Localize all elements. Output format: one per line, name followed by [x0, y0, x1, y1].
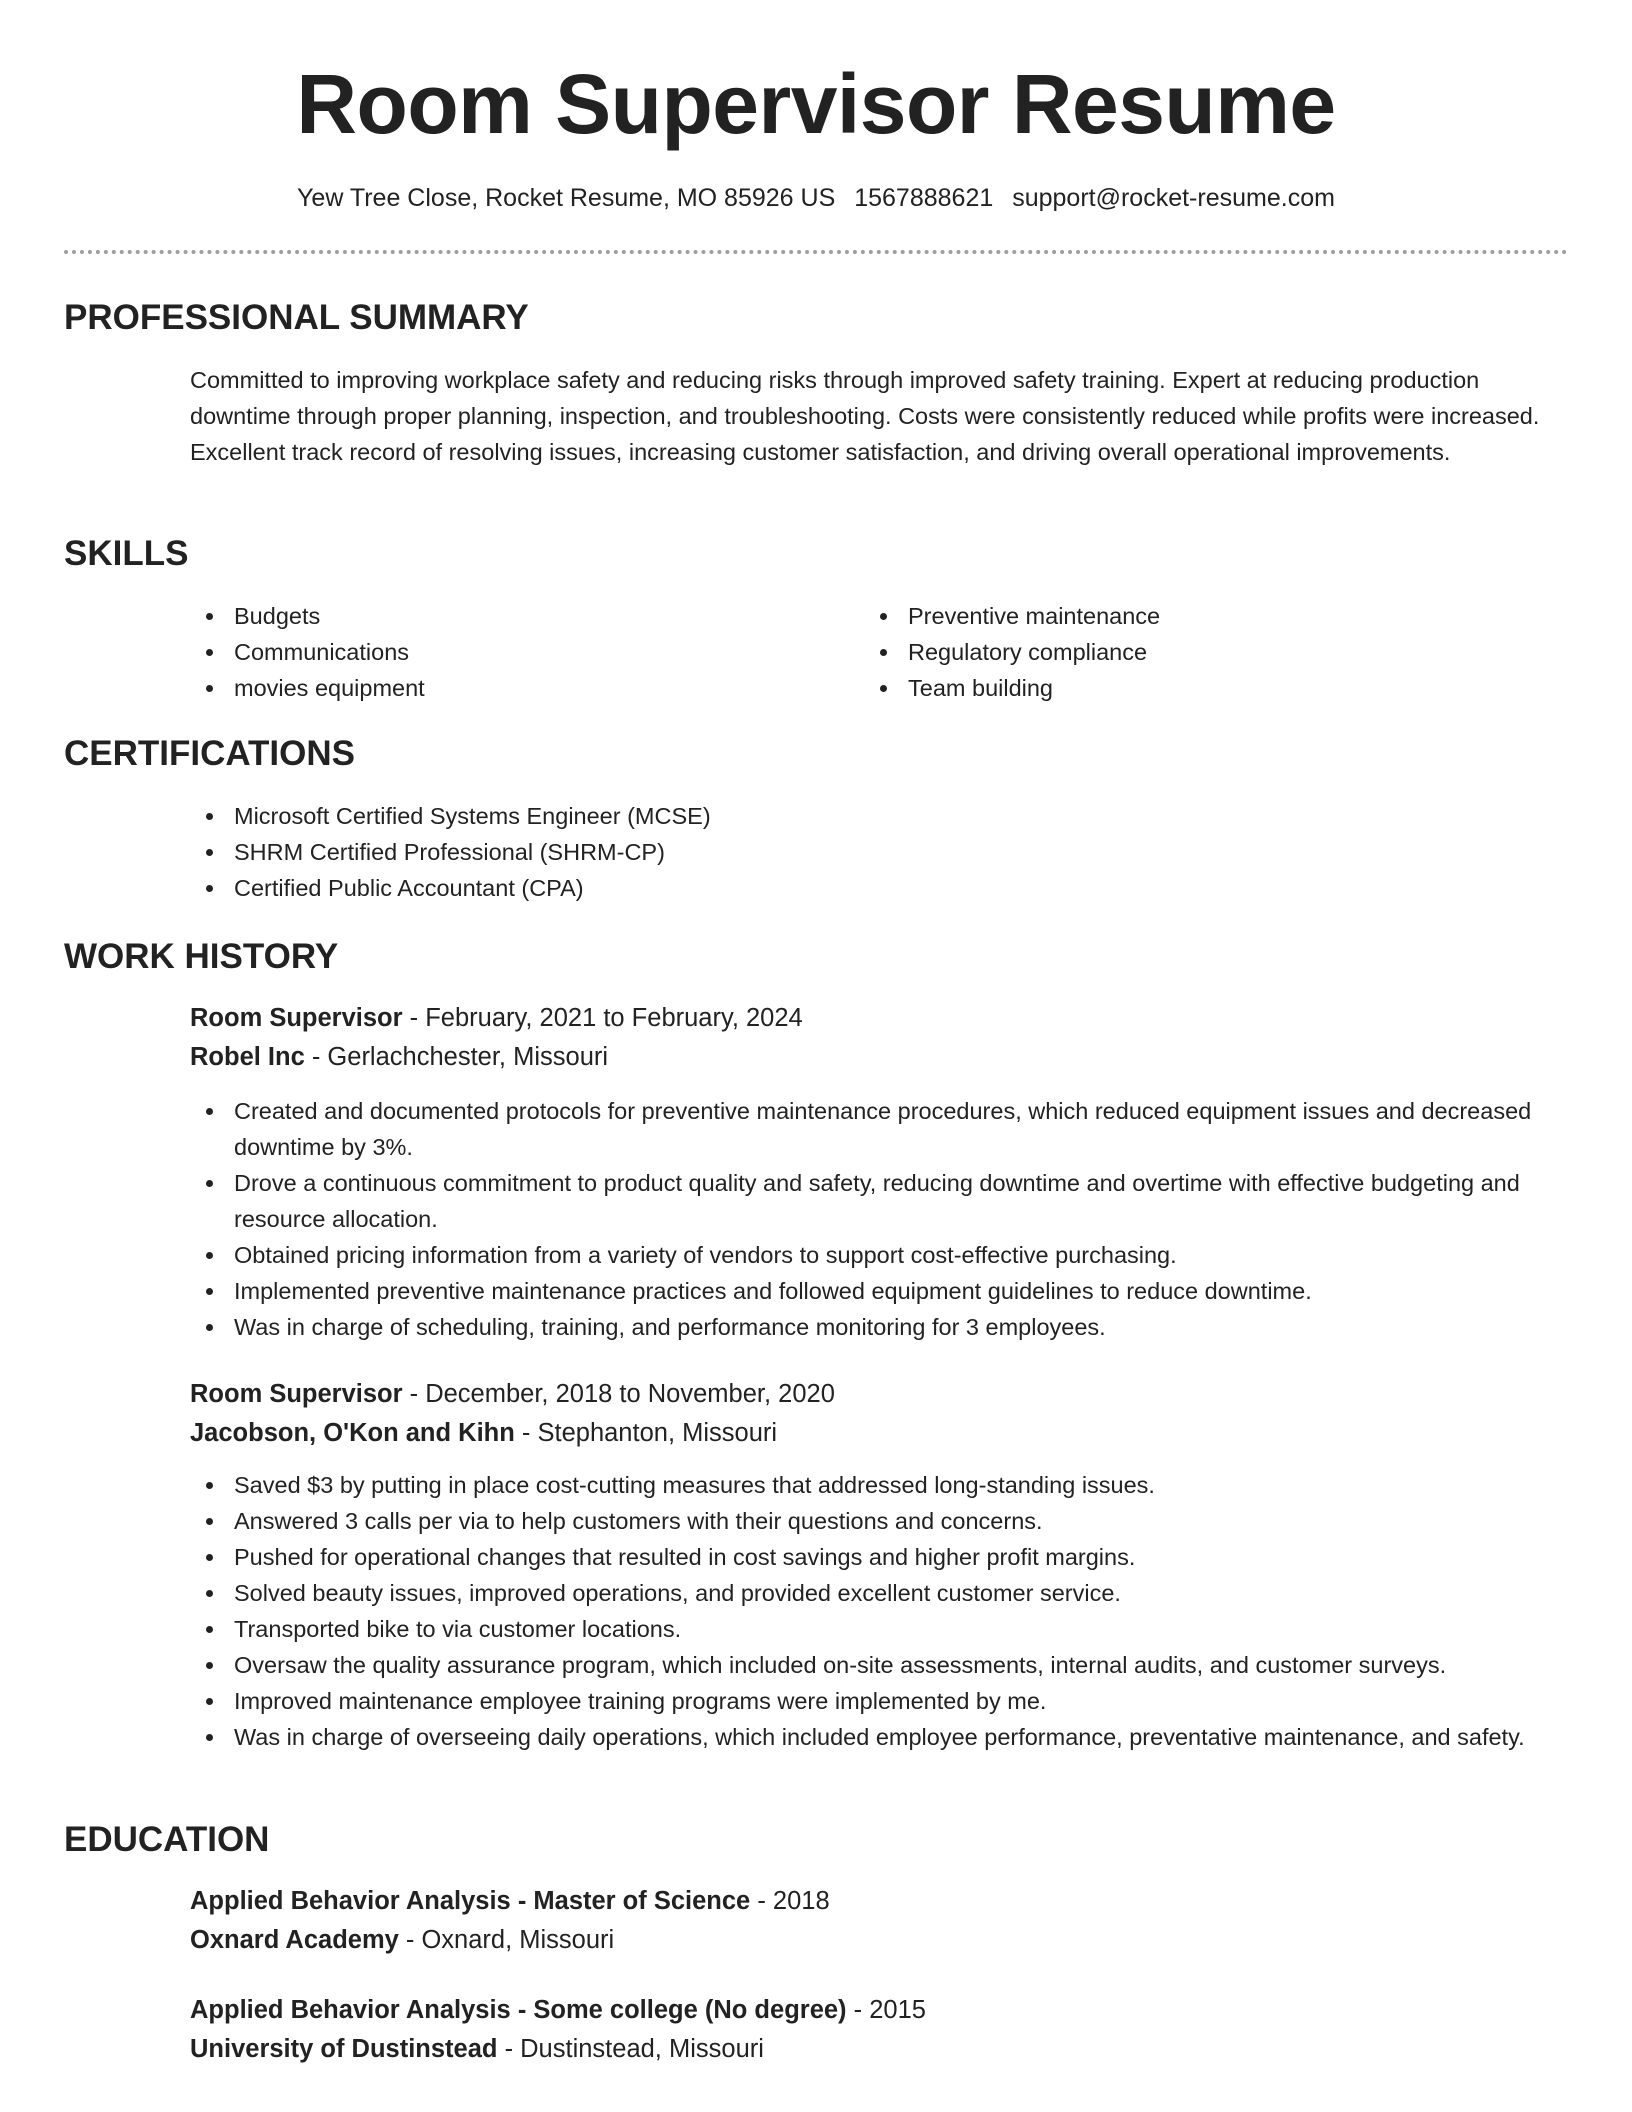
- skill-item: movies equipment: [190, 670, 425, 706]
- job-bullet: Oversaw the quality assurance program, which included on-site assessments, internal audits, and customer surveys.: [190, 1647, 1570, 1683]
- contact-email: support@rocket-resume.com: [1012, 184, 1335, 212]
- education-degree-line: [190, 1991, 926, 2029]
- education-location: - Dustinstead, Missouri: [497, 2035, 764, 2063]
- education-heading: EDUCATION: [64, 1820, 270, 1859]
- certifications-heading: CERTIFICATIONS: [64, 734, 356, 773]
- resume-title: Room Supervisor Resume: [296, 57, 1336, 151]
- job-bullet: Created and documented protocols for preventive maintenance procedures, which reduced equipment issues and decreased downtime by 3%.: [190, 1093, 1570, 1165]
- skills-list-left: [190, 598, 425, 706]
- job-dates: - December, 2018 to November, 2020: [402, 1380, 835, 1408]
- certification-item: Certified Public Accountant (CPA): [190, 870, 711, 906]
- contact-line: [64, 180, 1568, 216]
- skills-heading: SKILLS: [64, 534, 189, 573]
- education-degree: Applied Behavior Analysis - Master of Science: [190, 1887, 751, 1915]
- job-bullet: Pushed for operational changes that resulted in cost savings and higher profit margins.: [190, 1539, 1570, 1575]
- job-bullet: Implemented preventive maintenance practices and followed equipment guidelines to reduce downtime.: [190, 1273, 1570, 1309]
- job-dates: - February, 2021 to February, 2024: [402, 1004, 803, 1032]
- education-school: University of Dustinstead: [190, 2035, 498, 2063]
- education-school-line: [190, 2030, 764, 2068]
- certification-item: SHRM Certified Professional (SHRM-CP): [190, 834, 711, 870]
- job-bullet: Answered 3 calls per via to help customers with their questions and concerns.: [190, 1503, 1570, 1539]
- job-bullet: Saved $3 by putting in place cost-cutting measures that addressed long-standing issues.: [190, 1467, 1570, 1503]
- skill-item: Communications: [190, 634, 425, 670]
- job-company: Robel Inc: [190, 1043, 305, 1071]
- job-bullet: Drove a continuous commitment to product quality and safety, reducing downtime and overtime with effective budgeting and resource allocation.: [190, 1165, 1570, 1237]
- education-degree-line: [190, 1882, 830, 1920]
- job-company-line: [190, 1414, 777, 1452]
- education-location: - Oxnard, Missouri: [398, 1926, 615, 1954]
- job-bullets: [190, 1467, 1570, 1755]
- job-bullet: Improved maintenance employee training programs were implemented by me.: [190, 1683, 1570, 1719]
- job-bullet: Was in charge of scheduling, training, and performance monitoring for 3 employees.: [190, 1309, 1570, 1345]
- job-bullet: Transported bike to via customer locations.: [190, 1611, 1570, 1647]
- job-bullets: [190, 1093, 1570, 1345]
- education-year: - 2018: [750, 1887, 830, 1915]
- contact-phone: 1567888621: [854, 184, 994, 212]
- work-heading: WORK HISTORY: [64, 937, 339, 976]
- header-divider: [64, 250, 1568, 254]
- job-title: Room Supervisor: [190, 1004, 403, 1032]
- job-bullet: Was in charge of overseeing daily operations, which included employee performance, preventative maintenance, and safety.: [190, 1719, 1570, 1755]
- job-title-line: [190, 1375, 835, 1413]
- skill-item: Budgets: [190, 598, 425, 634]
- job-bullet: Obtained pricing information from a variety of vendors to support cost-effective purchasing.: [190, 1237, 1570, 1273]
- certifications-list: [190, 798, 711, 906]
- contact-address: Yew Tree Close, Rocket Resume, MO 85926 US: [297, 184, 836, 212]
- education-school-line: [190, 1921, 614, 1959]
- job-bullet: Solved beauty issues, improved operations, and provided excellent customer service.: [190, 1575, 1570, 1611]
- skills-list-right: [864, 598, 1160, 706]
- skill-item: Regulatory compliance: [864, 634, 1160, 670]
- job-location: - Gerlachchester, Missouri: [304, 1043, 609, 1071]
- skill-item: Preventive maintenance: [864, 598, 1160, 634]
- job-company: Jacobson, O'Kon and Kihn: [190, 1419, 515, 1447]
- summary-text: Committed to improving workplace safety and reducing risks through improved safety training. Expert at reducing production downtime through proper planning, inspection, and troubleshooting. Costs were consistently reduced while profits were increased. Excellent track record of resolving issues, increasing customer satisfaction, and driving overall operational improvements.: [190, 367, 1540, 465]
- skill-item: Team building: [864, 670, 1160, 706]
- job-location: - Stephanton, Missouri: [514, 1419, 778, 1447]
- education-degree: Applied Behavior Analysis - Some college (No degree): [190, 1996, 847, 2024]
- certification-item: Microsoft Certified Systems Engineer (MCSE): [190, 798, 711, 834]
- summary-heading: PROFESSIONAL SUMMARY: [64, 298, 529, 337]
- job-title: Room Supervisor: [190, 1380, 403, 1408]
- education-school: Oxnard Academy: [190, 1926, 399, 1954]
- job-title-line: [190, 999, 803, 1037]
- job-company-line: [190, 1038, 608, 1076]
- education-year: - 2015: [846, 1996, 926, 2024]
